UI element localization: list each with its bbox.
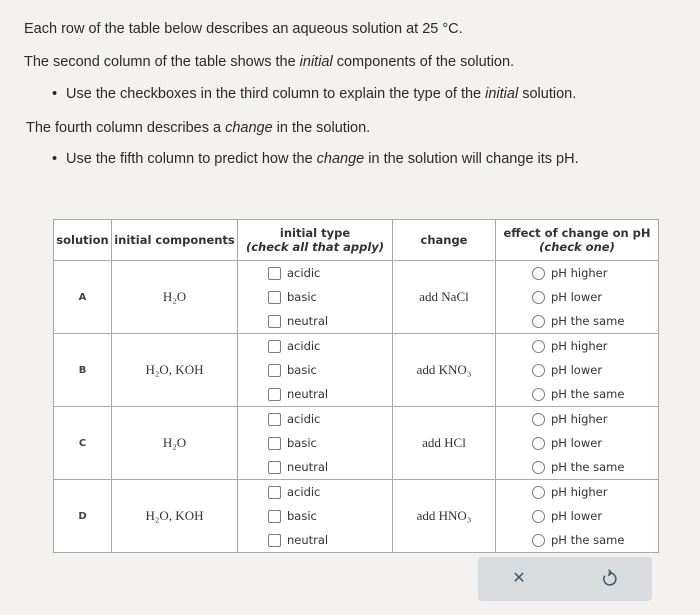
solution-label: B bbox=[54, 334, 112, 407]
header-initial-type bbox=[238, 220, 393, 261]
type-option-neutral[interactable] bbox=[238, 528, 392, 552]
effect-option[interactable] bbox=[496, 528, 658, 552]
type-option-basic[interactable] bbox=[238, 358, 392, 382]
intro-text: Each row of the table below describes an aqueous solution at 25 °C. bbox=[24, 21, 463, 37]
radio-button[interactable] bbox=[532, 291, 545, 304]
effect-options bbox=[496, 407, 659, 480]
effect-options bbox=[496, 480, 659, 553]
table-row bbox=[54, 407, 659, 480]
checkbox[interactable] bbox=[268, 291, 281, 304]
change-description: add HCl bbox=[393, 407, 496, 480]
bullet1-text-em: initial bbox=[485, 86, 519, 102]
effect-option-label: pH higher bbox=[551, 485, 608, 499]
radio-button[interactable] bbox=[532, 413, 545, 426]
type-option-label: acidic bbox=[287, 485, 321, 499]
change-description: add KNO₃ bbox=[393, 334, 496, 407]
initial-components: H₂O, KOH bbox=[112, 480, 238, 553]
change-description: add HNO₃ bbox=[393, 480, 496, 553]
components-line bbox=[24, 53, 514, 71]
radio-button[interactable] bbox=[532, 510, 545, 523]
radio-button[interactable] bbox=[532, 364, 545, 377]
solution-label: A bbox=[54, 261, 112, 334]
bullet1-text-b: solution. bbox=[518, 86, 577, 102]
table-row bbox=[54, 334, 659, 407]
initial-type-options bbox=[238, 261, 393, 334]
table-row bbox=[54, 261, 659, 334]
effect-option[interactable] bbox=[496, 407, 658, 431]
effect-option[interactable] bbox=[496, 431, 658, 455]
effect-option-label: pH higher bbox=[551, 266, 608, 280]
effect-option-label: pH higher bbox=[551, 412, 608, 426]
effect-option[interactable] bbox=[496, 504, 658, 528]
bullet-checkboxes bbox=[52, 85, 576, 103]
effect-option[interactable] bbox=[496, 480, 658, 504]
effect-option[interactable] bbox=[496, 382, 658, 406]
type-option-label: neutral bbox=[287, 314, 329, 328]
effect-option-label: pH the same bbox=[551, 460, 625, 474]
answer-toolbar bbox=[478, 557, 652, 601]
type-option-basic[interactable] bbox=[238, 504, 392, 528]
checkbox[interactable] bbox=[268, 340, 281, 353]
table-header-row bbox=[54, 220, 659, 261]
radio-button[interactable] bbox=[532, 315, 545, 328]
initial-type-options bbox=[238, 480, 393, 553]
initial-components: H₂O, KOH bbox=[112, 334, 238, 407]
change-line bbox=[26, 119, 370, 137]
radio-button[interactable] bbox=[532, 534, 545, 547]
type-option-basic[interactable] bbox=[238, 285, 392, 309]
header-solution: solution bbox=[54, 220, 112, 261]
type-option-basic[interactable] bbox=[238, 431, 392, 455]
type-option-neutral[interactable] bbox=[238, 455, 392, 479]
effect-option-label: pH lower bbox=[551, 290, 603, 304]
clear-button[interactable] bbox=[508, 568, 530, 590]
checkbox[interactable] bbox=[268, 388, 281, 401]
initial-components: H₂O bbox=[112, 261, 238, 334]
bullet-dot: • bbox=[52, 86, 58, 102]
type-option-acidic[interactable] bbox=[238, 334, 392, 358]
checkbox[interactable] bbox=[268, 461, 281, 474]
effect-option-label: pH higher bbox=[551, 339, 608, 353]
radio-button[interactable] bbox=[532, 486, 545, 499]
checkbox[interactable] bbox=[268, 510, 281, 523]
type-option-label: basic bbox=[287, 509, 317, 523]
type-option-neutral[interactable] bbox=[238, 309, 392, 333]
effect-option[interactable] bbox=[496, 358, 658, 382]
initial-type-options bbox=[238, 334, 393, 407]
effect-option-label: pH the same bbox=[551, 314, 625, 328]
type-option-label: neutral bbox=[287, 387, 329, 401]
change-text-em: change bbox=[225, 120, 273, 136]
effect-option[interactable] bbox=[496, 285, 658, 309]
effect-option-label: pH lower bbox=[551, 509, 603, 523]
change-text-a: The fourth column describes a bbox=[26, 120, 226, 136]
bullet2-text-b: in the solution will change its pH. bbox=[364, 151, 579, 167]
type-option-label: acidic bbox=[287, 266, 321, 280]
type-option-label: neutral bbox=[287, 460, 329, 474]
intro-line bbox=[24, 20, 463, 38]
checkbox[interactable] bbox=[268, 413, 281, 426]
header-initial-type-hint: (check all that apply) bbox=[245, 240, 385, 254]
type-option-label: acidic bbox=[287, 339, 321, 353]
effect-options bbox=[496, 261, 659, 334]
radio-button[interactable] bbox=[532, 388, 545, 401]
header-initial-type-title: initial type bbox=[279, 226, 351, 240]
type-option-acidic[interactable] bbox=[238, 407, 392, 431]
checkbox[interactable] bbox=[268, 267, 281, 280]
solution-label: D bbox=[54, 480, 112, 553]
header-change: change bbox=[393, 220, 496, 261]
initial-components: H₂O bbox=[112, 407, 238, 480]
table-body bbox=[54, 261, 659, 553]
effect-option-label: pH lower bbox=[551, 363, 603, 377]
checkbox[interactable] bbox=[268, 534, 281, 547]
effect-option-label: pH the same bbox=[551, 387, 625, 401]
effect-options bbox=[496, 334, 659, 407]
type-option-label: neutral bbox=[287, 533, 329, 547]
type-option-acidic[interactable] bbox=[238, 261, 392, 285]
header-effect-title: effect of change on pH bbox=[503, 226, 651, 240]
components-text-a: The second column of the table shows the bbox=[24, 54, 300, 70]
effect-option-label: pH lower bbox=[551, 436, 603, 450]
radio-button[interactable] bbox=[532, 340, 545, 353]
initial-type-options bbox=[238, 407, 393, 480]
solution-label: C bbox=[54, 407, 112, 480]
bullet1-text-a: Use the checkboxes in the third column to explain the type of the bbox=[66, 86, 486, 102]
checkbox[interactable] bbox=[268, 315, 281, 328]
effect-option[interactable] bbox=[496, 309, 658, 333]
undo-icon bbox=[598, 568, 620, 590]
type-option-label: basic bbox=[287, 290, 317, 304]
type-option-acidic[interactable] bbox=[238, 480, 392, 504]
solutions-table bbox=[53, 219, 659, 553]
checkbox[interactable] bbox=[268, 437, 281, 450]
table-row bbox=[54, 480, 659, 553]
radio-button[interactable] bbox=[532, 267, 545, 280]
header-effect-hint: (check one) bbox=[539, 240, 615, 254]
type-option-label: acidic bbox=[287, 412, 321, 426]
effect-option[interactable] bbox=[496, 261, 658, 285]
radio-button[interactable] bbox=[532, 461, 545, 474]
components-text-em: initial bbox=[299, 54, 333, 70]
components-text-b: components of the solution. bbox=[332, 54, 515, 70]
checkbox[interactable] bbox=[268, 364, 281, 377]
type-option-neutral[interactable] bbox=[238, 382, 392, 406]
header-effect bbox=[496, 220, 659, 261]
bullet-fifth-column bbox=[52, 150, 579, 168]
close-icon: ✕ bbox=[512, 570, 526, 587]
bullet-dot: • bbox=[52, 151, 58, 167]
change-description: add NaCl bbox=[393, 261, 496, 334]
bullet2-text-a: Use the fifth column to predict how the bbox=[66, 151, 317, 167]
type-option-label: basic bbox=[287, 436, 317, 450]
bullet2-text-em: change bbox=[316, 151, 365, 167]
effect-option[interactable] bbox=[496, 334, 658, 358]
change-text-b: in the solution. bbox=[272, 120, 371, 136]
radio-button[interactable] bbox=[532, 437, 545, 450]
type-option-label: basic bbox=[287, 363, 317, 377]
checkbox[interactable] bbox=[268, 486, 281, 499]
effect-option[interactable] bbox=[496, 455, 658, 479]
effect-option-label: pH the same bbox=[551, 533, 625, 547]
undo-button[interactable] bbox=[598, 568, 620, 590]
header-initial-components: initial components bbox=[112, 220, 238, 261]
